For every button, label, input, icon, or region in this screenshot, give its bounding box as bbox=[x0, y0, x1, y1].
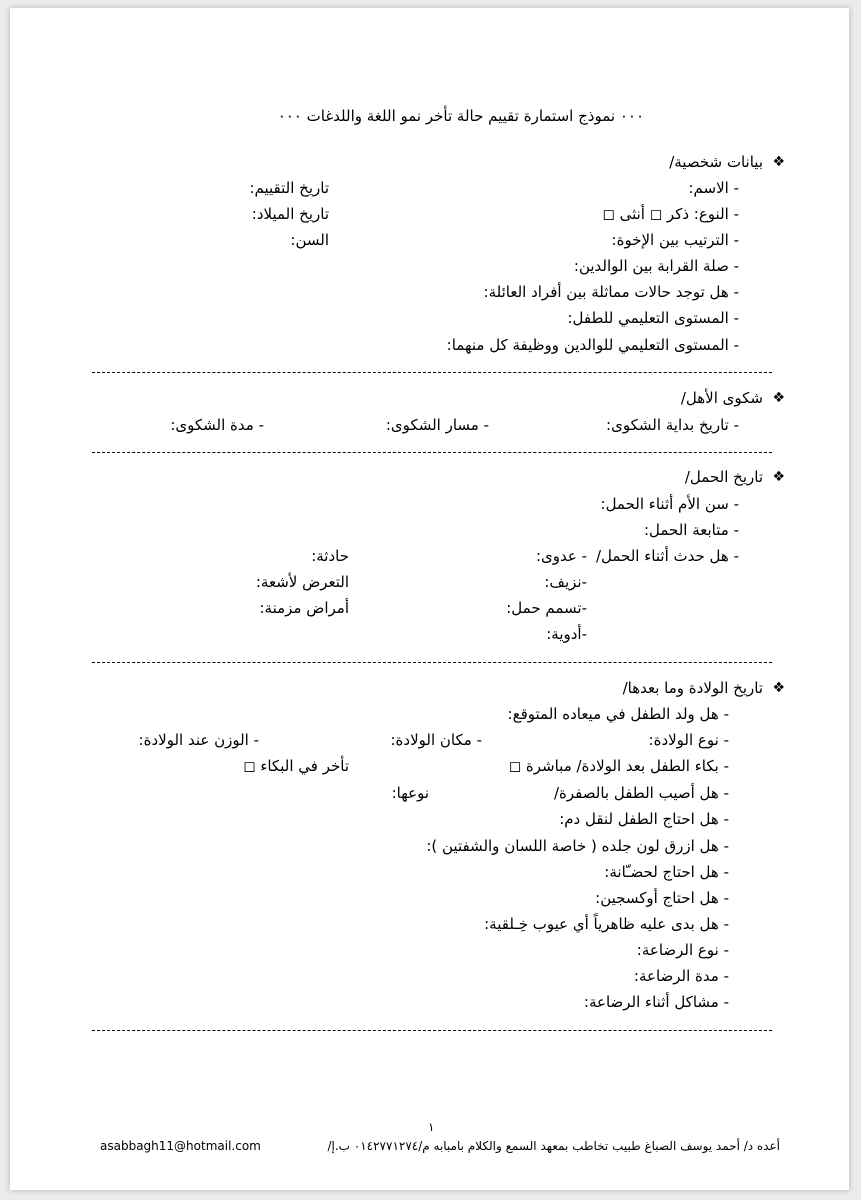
field-jaundice: - هل أصيب الطفل بالصفرة/ bbox=[553, 784, 729, 802]
field-child-edu: - المستوى التعليمي للطفل: bbox=[567, 309, 739, 327]
field-cyanosis: - هل ازرق لون جلده ( خاصة اللسان والشفتين ): bbox=[426, 837, 729, 855]
field-birth-place: - مكان الولادة: bbox=[390, 731, 482, 749]
divider bbox=[92, 452, 772, 453]
field-crying: - بكاء الطفل بعد الولادة/ مباشرة ◻ bbox=[508, 757, 729, 775]
field-complaint-course: - مسار الشكوى: bbox=[385, 416, 489, 434]
field-mother-age: - سن الأم أثناء الحمل: bbox=[600, 495, 739, 513]
bullet-icon: ❖ bbox=[772, 469, 785, 485]
field-pregnancy-events: - هل حدث أثناء الحمل/ bbox=[595, 547, 739, 565]
field-chronic: أمراض مزمنة: bbox=[259, 599, 349, 617]
divider bbox=[92, 662, 772, 663]
field-birth-weight: - الوزن عند الولادة: bbox=[138, 731, 259, 749]
field-name: - الاسم: bbox=[688, 179, 739, 197]
field-birth-type: - نوع الولادة: bbox=[648, 731, 729, 749]
field-jaundice-type: نوعها: bbox=[391, 784, 429, 802]
section-pregnancy-heading: تاريخ الحمل/ bbox=[684, 468, 763, 486]
field-transfusion: - هل احتاج الطفل لنقل دم: bbox=[559, 810, 729, 828]
page-number: ١ bbox=[428, 1120, 435, 1134]
field-crying-late: تأخر في البكاء ◻ bbox=[243, 757, 349, 775]
field-accident: حادثة: bbox=[311, 547, 349, 565]
bullet-icon: ❖ bbox=[772, 390, 785, 406]
field-parents-edu: - المستوى التعليمي للوالدين ووظيفة كل منهما: bbox=[446, 336, 739, 354]
bullet-icon: ❖ bbox=[772, 154, 785, 170]
field-defects: - هل بدى عليه ظاهرياً أي عيوب خِـلقية: bbox=[484, 915, 729, 933]
field-feeding-problems: - مشاكل أثناء الرضاعة: bbox=[583, 993, 729, 1011]
field-followup: - متابعة الحمل: bbox=[643, 521, 739, 539]
field-oxygen: - هل احتاج أوكسجين: bbox=[595, 889, 729, 907]
section-birth-heading: تاريخ الولادة وما بعدها/ bbox=[622, 679, 763, 697]
divider bbox=[92, 1030, 772, 1031]
section-personal-heading: بيانات شخصية/ bbox=[669, 153, 763, 171]
section-complaint-heading: شكوى الأهل/ bbox=[680, 389, 763, 407]
field-kinship: - صلة القرابة بين الوالدين: bbox=[573, 257, 739, 275]
field-incubator: - هل احتاج لحضـّانة: bbox=[604, 863, 729, 881]
field-eval-date: تاريخ التقييم: bbox=[249, 179, 329, 197]
field-radiation: التعرض لأشعة: bbox=[255, 573, 349, 591]
field-infection: - عدوى: bbox=[535, 547, 587, 565]
bullet-icon: ❖ bbox=[772, 680, 785, 696]
document-page bbox=[10, 8, 849, 1190]
footer-author: أعده د/ أحمد يوسف الصباغ طبيب تخاطب بمعهد السمع والكلام بامبابه م/٠١٤٢٧٧١٢٧٤ ب.إ/ bbox=[327, 1139, 780, 1153]
field-gender: - النوع: ذكر ◻ أنثى ◻ bbox=[602, 205, 739, 223]
field-toxemia: -تسمم حمل: bbox=[506, 599, 587, 617]
field-complaint-start: - تاريخ بداية الشكوى: bbox=[606, 416, 739, 434]
field-family-cases: - هل توجد حالات مماثلة بين أفراد العائلة: bbox=[483, 283, 739, 301]
field-bleeding: -نزيف: bbox=[544, 573, 587, 591]
field-feeding-type: - نوع الرضاعة: bbox=[636, 941, 729, 959]
field-sibling-order: - الترتيب بين الإخوة: bbox=[611, 231, 739, 249]
field-medication: -أدوية: bbox=[546, 625, 587, 643]
divider bbox=[92, 372, 772, 373]
field-birth-date: تاريخ الميلاد: bbox=[251, 205, 329, 223]
form-title: ٠٠٠ نموذج استمارة تقييم حالة تأخر نمو اللغة واللدغات ٠٠٠ bbox=[277, 107, 644, 125]
footer-email: asabbagh11@hotmail.com bbox=[100, 1139, 261, 1153]
field-on-time: - هل ولد الطفل في ميعاده المتوقع: bbox=[507, 705, 729, 723]
field-feeding-duration: - مدة الرضاعة: bbox=[633, 967, 729, 985]
field-complaint-duration: - مدة الشكوى: bbox=[170, 416, 264, 434]
field-age: السن: bbox=[290, 231, 329, 249]
